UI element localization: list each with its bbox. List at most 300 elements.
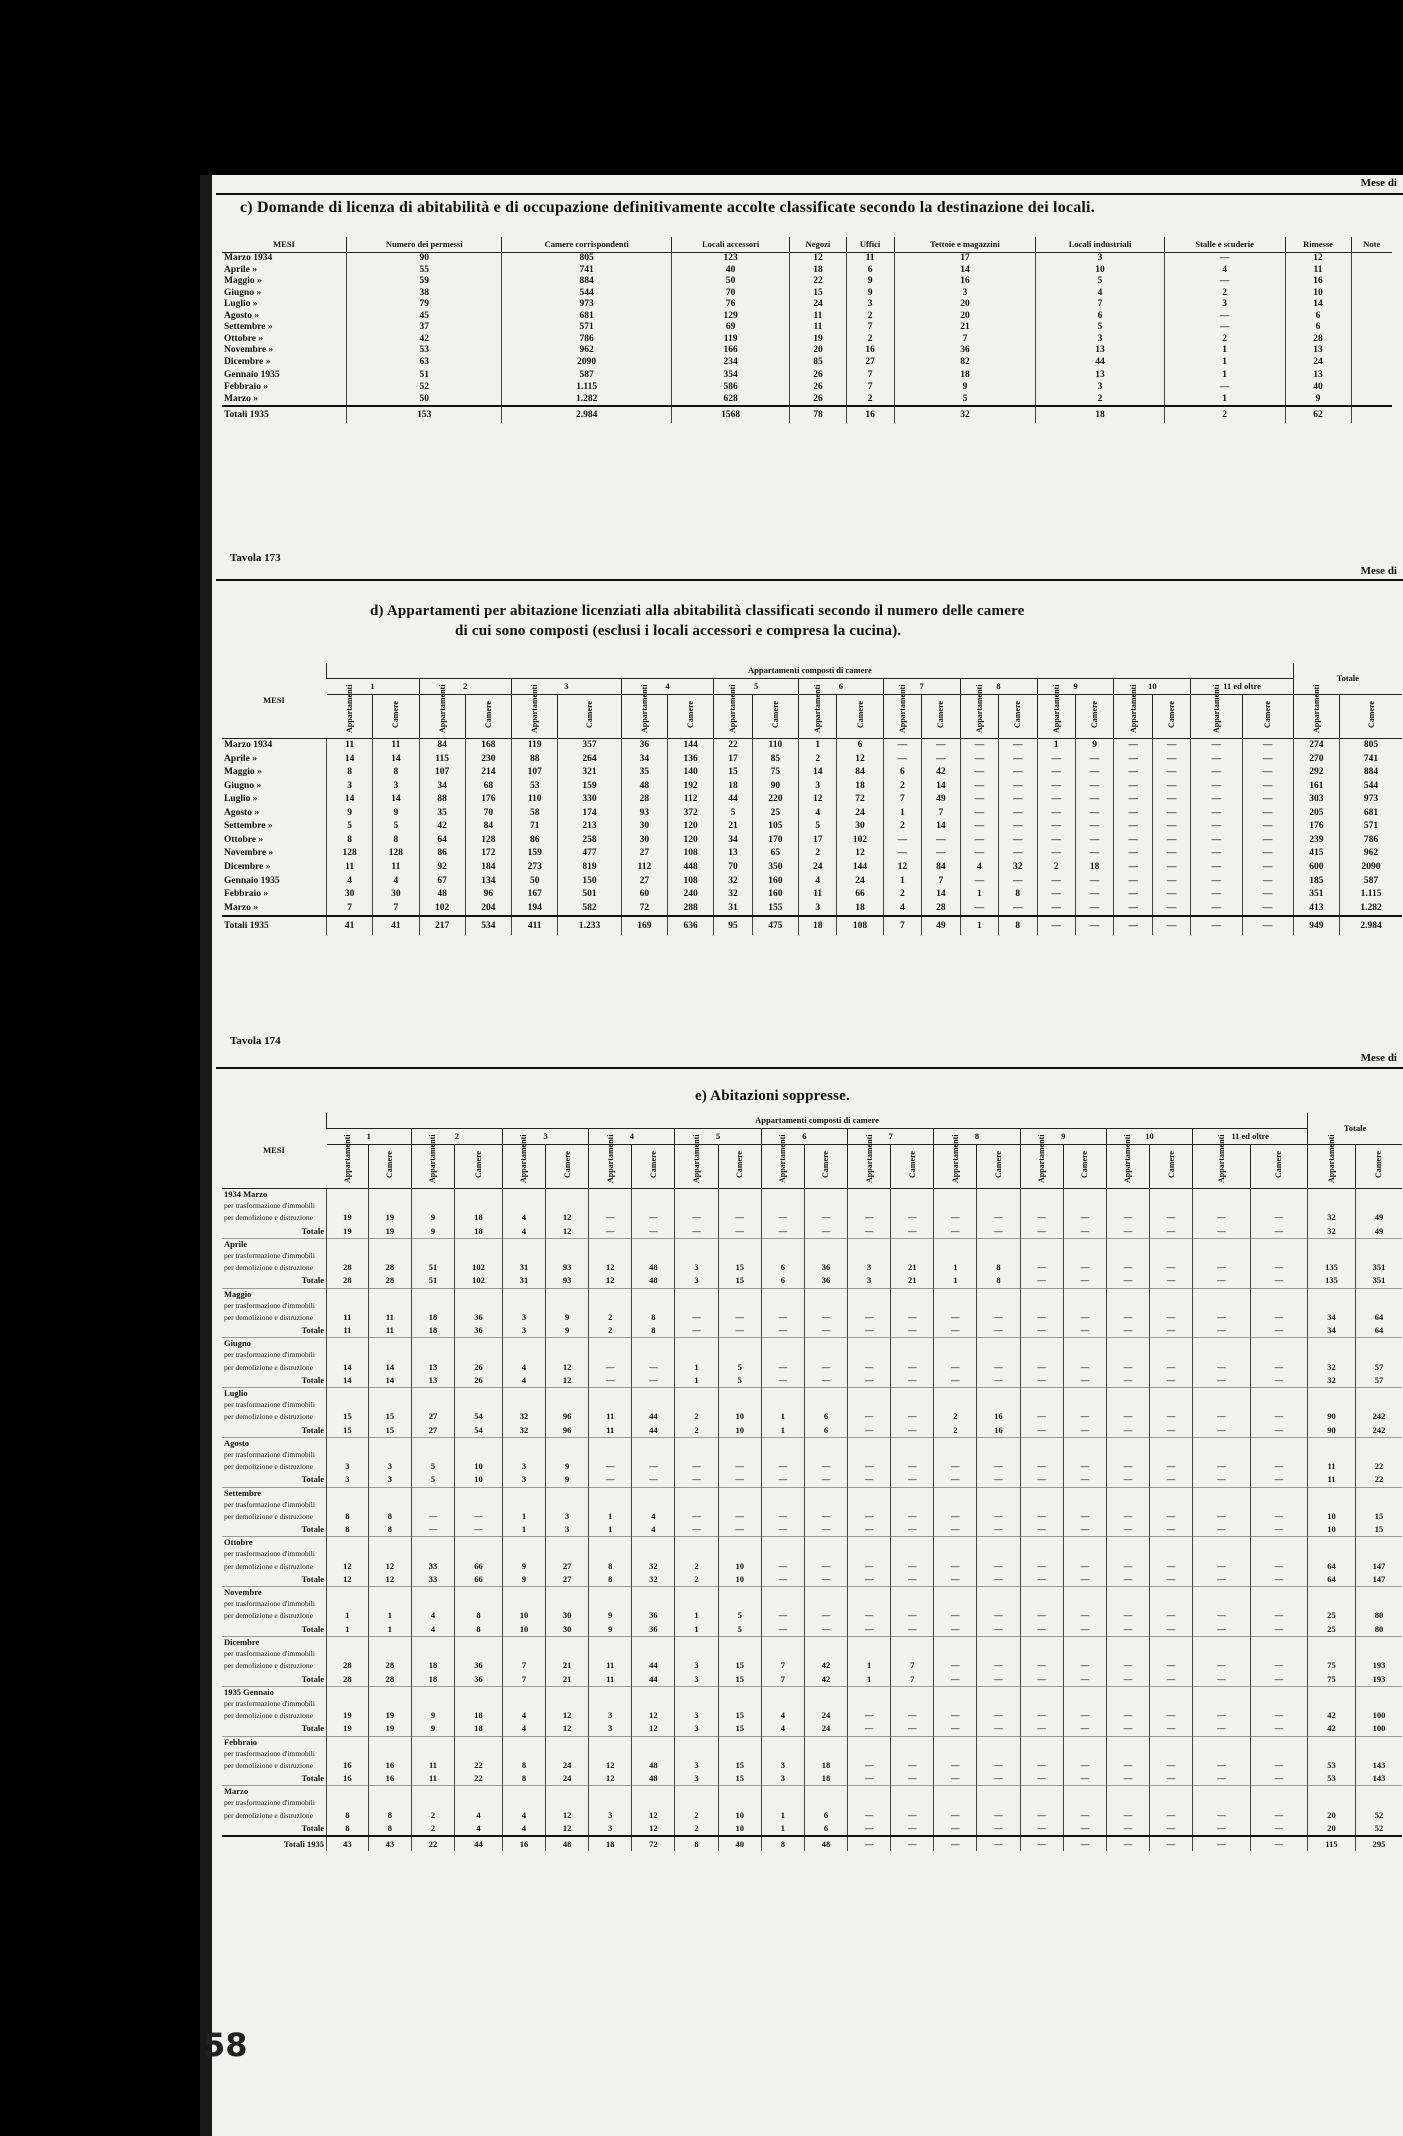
table-cell: 13 <box>411 1374 454 1388</box>
table-cell: 6 <box>761 1261 804 1274</box>
table-cell <box>327 1686 369 1709</box>
table-cell: — <box>934 1559 977 1572</box>
table-cell: 96 <box>546 1410 589 1423</box>
table-cell: 8 <box>632 1311 675 1324</box>
table-cell: 3 <box>675 1659 718 1672</box>
table-cell: — <box>1106 1424 1149 1438</box>
table-cell <box>934 1437 977 1460</box>
table-cell: 805 <box>502 253 671 265</box>
table-cell: — <box>848 1211 891 1224</box>
table-cell: — <box>1075 834 1113 848</box>
table-cell: — <box>1150 1722 1193 1736</box>
table-cell: 8 <box>368 1510 411 1523</box>
sub-header-appartamenti <box>621 684 667 739</box>
table-cell: 49 <box>1355 1224 1402 1238</box>
month-row-total <box>222 1722 1402 1736</box>
table-cell <box>368 1189 411 1212</box>
table-cell <box>1308 1487 1356 1510</box>
kind-label-cell <box>222 1460 327 1473</box>
table-cell: 3 <box>894 288 1036 300</box>
table-cell: — <box>1250 1772 1307 1786</box>
table-cell: 2 <box>798 753 836 767</box>
table-cell <box>1150 1637 1193 1660</box>
table-cell: 3 <box>373 780 419 794</box>
sub-header-camere <box>455 1145 503 1189</box>
table-cell: — <box>934 1573 977 1587</box>
column-header: Note <box>1351 237 1392 253</box>
room-count-header: 5 <box>714 679 799 695</box>
table-cell: — <box>1150 1772 1193 1786</box>
kind-label-cell <box>222 1410 327 1423</box>
table-cell: 28 <box>368 1274 411 1288</box>
sub-label: Camere <box>385 1151 395 1179</box>
kind-label: per demolizione e distruzione <box>224 1213 313 1223</box>
table-cell <box>502 1388 545 1411</box>
table-cell <box>891 1587 934 1610</box>
table-cell: 32 <box>1308 1374 1356 1388</box>
table-cell <box>977 1437 1020 1460</box>
table-cell: 140 <box>667 766 713 780</box>
table-cell <box>891 1288 934 1311</box>
table-cell <box>1150 1487 1193 1510</box>
sub-label: Appartamenti <box>864 1134 874 1183</box>
month-row-trasf <box>222 1686 1402 1709</box>
table-cell <box>1308 1388 1356 1411</box>
table-cell <box>1106 1587 1149 1610</box>
sub-label: Appartamenti <box>1216 1134 1226 1183</box>
total-cell: 48 <box>804 1836 847 1851</box>
total-cell: Totali 1935 <box>222 406 347 423</box>
table-cell: — <box>891 1410 934 1423</box>
table-cell <box>589 1537 632 1560</box>
table-cell: 90 <box>1308 1410 1356 1423</box>
table-cell: 600 <box>1293 861 1339 875</box>
table-cell: 18 <box>894 368 1036 382</box>
total-cell: 18 <box>1036 406 1164 423</box>
table-cell: 7 <box>327 902 373 917</box>
section-d-title-2: di cui sono composti (esclusi i locali accessori e compresa la cucina). <box>455 623 902 639</box>
table-cell <box>502 1686 545 1709</box>
table-cell: — <box>934 1211 977 1224</box>
table-cell <box>804 1189 847 1212</box>
column-header: Rimesse <box>1285 237 1351 253</box>
table-cell: 4 <box>502 1808 545 1821</box>
table-cell: — <box>804 1360 847 1373</box>
table-cell: — <box>1020 1808 1063 1821</box>
table-cell: 18 <box>411 1324 454 1338</box>
sub-header-appartamenti <box>798 684 836 739</box>
total-cell: 72 <box>632 1836 675 1851</box>
sub-label: Camere <box>585 701 595 729</box>
table-row <box>222 888 1402 902</box>
table-cell: 21 <box>714 820 752 834</box>
table-cell: — <box>977 1672 1020 1686</box>
table-cell: 18 <box>714 780 752 794</box>
table-cell: — <box>1193 1808 1250 1821</box>
table-cell <box>1150 1587 1193 1610</box>
table-cell <box>1308 1736 1356 1759</box>
table-cell: 8 <box>368 1822 411 1836</box>
total-cell: — <box>934 1836 977 1851</box>
table-cell: — <box>761 1559 804 1572</box>
table-cell: 8 <box>589 1559 632 1572</box>
table-cell: — <box>1063 1808 1106 1821</box>
table-cell: 6 <box>1036 311 1164 323</box>
table-cell: — <box>1106 1672 1149 1686</box>
table-cell: 58 <box>512 807 558 821</box>
total-cell: — <box>1191 916 1242 935</box>
table-cell: — <box>1075 807 1113 821</box>
table-cell: 17 <box>714 753 752 767</box>
table-cell: — <box>1063 1324 1106 1338</box>
table-cell <box>1106 1437 1149 1460</box>
table-cell: 75 <box>1308 1672 1356 1686</box>
table-cell: — <box>977 1573 1020 1587</box>
table-cell <box>1193 1637 1250 1660</box>
table-cell: — <box>848 1410 891 1423</box>
table-cell: 1 <box>960 888 998 902</box>
table-row <box>222 766 1402 780</box>
table-cell: 57 <box>1355 1374 1402 1388</box>
month-row-demol <box>222 1410 1402 1423</box>
table-cell: — <box>1020 1510 1063 1523</box>
table-cell <box>589 1686 632 1709</box>
table-cell: — <box>675 1523 718 1537</box>
table-cell <box>632 1686 675 1709</box>
table-cell: — <box>1193 1424 1250 1438</box>
table-cell: — <box>1114 807 1152 821</box>
table-cell: 9 <box>846 276 894 288</box>
table-cell <box>455 1786 503 1809</box>
kind-label: per trasformazione d'immobili <box>224 1300 315 1310</box>
table-cell: — <box>960 820 998 834</box>
table-cell: — <box>1063 1311 1106 1324</box>
sub-label: Camere <box>821 1151 831 1179</box>
table-cell: — <box>977 1722 1020 1736</box>
month-row-trasf <box>222 1189 1402 1212</box>
table-cell: 93 <box>546 1261 589 1274</box>
table-cell <box>632 1238 675 1261</box>
month-row-total <box>222 1374 1402 1388</box>
table-cell: 2 <box>934 1424 977 1438</box>
table-cell: 93 <box>621 807 667 821</box>
table-cell: — <box>804 1473 847 1487</box>
table-cell: 13 <box>411 1360 454 1373</box>
table-cell: — <box>1164 322 1285 334</box>
table-cell: 205 <box>1293 807 1339 821</box>
table-cell: — <box>891 1374 934 1388</box>
total-cell: Totali 1935 <box>222 916 327 935</box>
table-cell: 15 <box>714 766 752 780</box>
table-cell: 28 <box>922 902 960 917</box>
total-cell: 153 <box>347 406 502 423</box>
table-cell: — <box>848 1822 891 1836</box>
table-cell: — <box>999 793 1037 807</box>
table-cell: 2 <box>883 820 921 834</box>
table-cell: — <box>1037 780 1075 794</box>
table-cell <box>455 1736 503 1759</box>
table-cell <box>675 1686 718 1709</box>
table-cell: — <box>1191 874 1242 888</box>
sub-header-appartamenti <box>411 1134 454 1189</box>
table-cell: 13 <box>1036 345 1164 357</box>
table-cell: 79 <box>347 299 502 311</box>
total-cell: 2.984 <box>502 406 671 423</box>
month-row-trasf <box>222 1388 1402 1411</box>
table-cell: 10 <box>718 1424 761 1438</box>
table-cell: — <box>891 1211 934 1224</box>
table-cell: 84 <box>465 820 511 834</box>
table-row <box>222 299 1392 311</box>
month-row-trasf <box>222 1288 1402 1311</box>
table-cell <box>848 1487 891 1510</box>
table-cell: 1 <box>675 1360 718 1373</box>
table-cell: — <box>1075 888 1113 902</box>
table-cell: 14 <box>922 780 960 794</box>
table-cell <box>1351 253 1392 265</box>
table-cell <box>1106 1487 1149 1510</box>
kind-label: per demolizione e distruzione <box>224 1312 313 1322</box>
table-cell: — <box>1106 1311 1149 1324</box>
table-cell: 14 <box>327 753 373 767</box>
table-cell <box>1020 1189 1063 1212</box>
total-cell: 16 <box>502 1836 545 1851</box>
table-cell: 2 <box>846 394 894 407</box>
table-cell: 3 <box>589 1709 632 1722</box>
sub-header-row <box>222 695 1402 739</box>
table-cell: — <box>1020 1311 1063 1324</box>
table-cell: — <box>934 1759 977 1772</box>
table-cell: 36 <box>621 739 667 753</box>
table-cell <box>848 1388 891 1411</box>
table-cell <box>1250 1786 1307 1809</box>
table-cell: — <box>718 1311 761 1324</box>
table-cell <box>1150 1288 1193 1311</box>
sub-label: Camere <box>770 701 780 729</box>
table-cell <box>368 1238 411 1261</box>
kind-label: Totale <box>301 1325 324 1336</box>
table-cell <box>589 1786 632 1809</box>
table-cell: 15 <box>1355 1523 1402 1537</box>
table-cell: — <box>891 1523 934 1537</box>
table-cell: — <box>718 1460 761 1473</box>
total-cell: — <box>1193 1836 1250 1851</box>
table-cell: 8 <box>373 834 419 848</box>
table-d <box>222 663 1402 935</box>
kind-label: Totale <box>301 1574 324 1585</box>
table-cell: 587 <box>1340 874 1402 888</box>
table-cell: — <box>1250 1274 1307 1288</box>
table-cell: 28 <box>327 1672 369 1686</box>
table-cell: 110 <box>512 793 558 807</box>
table-cell: 24 <box>837 874 883 888</box>
table-cell: 11 <box>589 1672 632 1686</box>
table-cell <box>848 1288 891 1311</box>
table-cell: — <box>1037 793 1075 807</box>
table-cell: 108 <box>667 874 713 888</box>
table-cell: 32 <box>502 1424 545 1438</box>
table-cell: — <box>1242 739 1293 753</box>
table-cell: — <box>922 847 960 861</box>
table-cell <box>1063 1338 1106 1361</box>
table-cell: 71 <box>512 820 558 834</box>
table-cell: — <box>589 1360 632 1373</box>
table-cell: 67 <box>419 874 465 888</box>
table-cell: 4 <box>502 1360 545 1373</box>
table-cell: — <box>761 1324 804 1338</box>
table-cell <box>675 1637 718 1660</box>
table-cell: — <box>1152 766 1190 780</box>
table-cell <box>1106 1637 1149 1660</box>
total-cell: 18 <box>589 1836 632 1851</box>
table-cell: — <box>1152 888 1190 902</box>
month-row-total <box>222 1573 1402 1587</box>
table-cell: — <box>934 1772 977 1786</box>
table-cell: — <box>1150 1759 1193 1772</box>
table-cell: 12 <box>589 1261 632 1274</box>
sub-label: Appartamenti <box>950 1134 960 1183</box>
table-cell: — <box>589 1374 632 1388</box>
table-cell: 3 <box>1036 334 1164 346</box>
table-cell: — <box>1242 820 1293 834</box>
table-cell <box>1308 1637 1356 1660</box>
table-cell: 128 <box>327 847 373 861</box>
table-cell: 13 <box>714 847 752 861</box>
table-cell: 63 <box>347 357 502 369</box>
kind-total-cell <box>222 1772 327 1786</box>
table-cell: — <box>1150 1460 1193 1473</box>
table-cell: 321 <box>558 766 621 780</box>
table-cell <box>1250 1587 1307 1610</box>
table-cell: — <box>1193 1672 1250 1686</box>
table-cell <box>327 1786 369 1809</box>
table-cell: — <box>977 1510 1020 1523</box>
table-cell: 45 <box>347 311 502 323</box>
table-cell: — <box>848 1709 891 1722</box>
table-cell: — <box>1020 1573 1063 1587</box>
table-cell: 26 <box>790 394 846 407</box>
table-cell: 587 <box>502 368 671 382</box>
kind-label: per trasformazione d'immobili <box>224 1748 315 1758</box>
table-cell: 53 <box>512 780 558 794</box>
table-cell: 34 <box>714 834 752 848</box>
table-cell <box>977 1487 1020 1510</box>
table-cell: 135 <box>1308 1274 1356 1288</box>
table-cell <box>1250 1388 1307 1411</box>
sub-label: Appartamenti <box>639 684 649 733</box>
table-cell: 85 <box>790 357 846 369</box>
table-cell: 9 <box>1075 739 1113 753</box>
table-cell: — <box>1063 1722 1106 1736</box>
total-label: Totali 1935 <box>222 1836 327 1851</box>
table-cell: 8 <box>977 1261 1020 1274</box>
table-cell: — <box>675 1211 718 1224</box>
table-cell <box>368 1388 411 1411</box>
table-cell <box>502 1736 545 1759</box>
month-row-trasf <box>222 1786 1402 1809</box>
table-cell: 25 <box>752 807 798 821</box>
table-cell: — <box>1193 1224 1250 1238</box>
table-cell: 27 <box>846 357 894 369</box>
kind-label: per demolizione e distruzione <box>224 1511 313 1521</box>
month-name: 1934 Marzo per trasformazione d'immobili <box>222 1189 327 1212</box>
table-cell: 192 <box>667 780 713 794</box>
table-cell: 66 <box>455 1573 503 1587</box>
table-cell: 26 <box>455 1374 503 1388</box>
table-cell: 24 <box>790 299 846 311</box>
table-cell: 12 <box>790 253 846 265</box>
room-count-header: 10 <box>1114 679 1191 695</box>
table-cell: 161 <box>1293 780 1339 794</box>
table-cell: 22 <box>790 276 846 288</box>
table-cell: 12 <box>546 1722 589 1736</box>
kind-label: per trasformazione d'immobili <box>224 1649 315 1659</box>
table-cell <box>411 1487 454 1510</box>
table-cell: — <box>1150 1559 1193 1572</box>
table-cell: 372 <box>667 807 713 821</box>
kind-label: per trasformazione d'immobili <box>224 1549 315 1559</box>
room-count-header: 8 <box>960 679 1037 695</box>
total-cell: 169 <box>621 916 667 935</box>
table-cell: — <box>1191 861 1242 875</box>
table-cell: 2090 <box>502 357 671 369</box>
table-cell <box>632 1388 675 1411</box>
table-cell: 3 <box>502 1311 545 1324</box>
table-cell: 40 <box>671 265 790 277</box>
table-cell: 107 <box>512 766 558 780</box>
table-cell: 3 <box>327 780 373 794</box>
kind-total-cell <box>222 1822 327 1836</box>
table-cell: — <box>1063 1274 1106 1288</box>
table-cell: 5 <box>373 820 419 834</box>
table-cell: 27 <box>621 847 667 861</box>
table-cell: — <box>960 780 998 794</box>
table-cell <box>455 1587 503 1610</box>
table-cell: 3 <box>848 1274 891 1288</box>
table-cell: 242 <box>1355 1410 1402 1423</box>
table-cell: 28 <box>368 1261 411 1274</box>
table-cell: — <box>891 1473 934 1487</box>
table-cell <box>502 1537 545 1560</box>
table-cell: — <box>1114 780 1152 794</box>
kind-label: per trasformazione d'immobili <box>224 1599 315 1609</box>
total-cell: 16 <box>846 406 894 423</box>
table-cell: 6 <box>804 1808 847 1821</box>
kind-label-cell <box>222 1559 327 1572</box>
table-cell: 33 <box>411 1573 454 1587</box>
table-cell: Aprile » <box>224 264 257 275</box>
table-cell: — <box>1020 1709 1063 1722</box>
table-cell <box>1063 1686 1106 1709</box>
table-cell: — <box>1037 766 1075 780</box>
sub-header-camere <box>465 695 511 739</box>
table-cell: 11 <box>790 311 846 323</box>
table-cell <box>411 1388 454 1411</box>
table-cell <box>1063 1537 1106 1560</box>
table-cell: 12 <box>546 1360 589 1373</box>
table-cell: 5 <box>718 1360 761 1373</box>
table-cell <box>1150 1238 1193 1261</box>
table-cell: 819 <box>558 861 621 875</box>
table-cell: 1 <box>327 1623 369 1637</box>
table-cell: 14 <box>368 1374 411 1388</box>
month-row-total <box>222 1523 1402 1537</box>
table-cell: — <box>977 1224 1020 1238</box>
table-cell: 30 <box>621 834 667 848</box>
table-cell <box>368 1487 411 1510</box>
table-cell: 52 <box>1355 1808 1402 1821</box>
table-cell <box>589 1189 632 1212</box>
